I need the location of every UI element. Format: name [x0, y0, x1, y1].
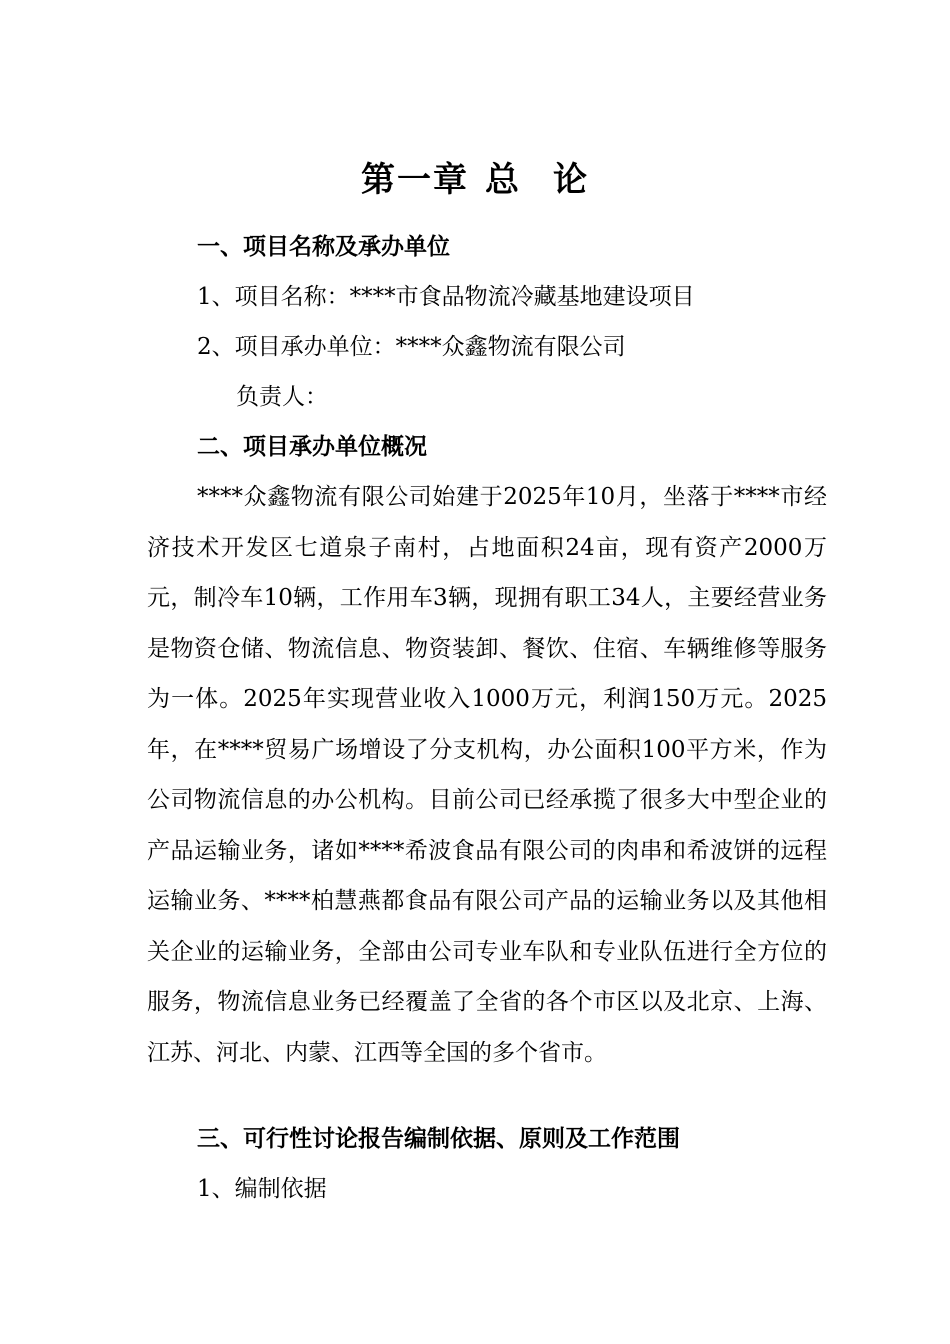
project-sponsor-line: 2、项目承办单位：****众鑫物流有限公司	[197, 334, 626, 360]
section-heading-3: 三、可行性讨论报告编制依据、原则及工作范围	[197, 1126, 680, 1152]
responsible-person-line: 负责人：	[236, 384, 328, 410]
company-overview-paragraph: ****众鑫物流有限公司始建于2025年10月，坐落于****市经济技术开发区七道泉子南村，占地面积24亩，现有资产2000万元，制冷车10辆，工作用车3辆，现拥有职工34人，主要经营业务是物资仓储、物流信息、物资装卸、餐饮、住宿、车辆维修等服务为一体。2025年实现营业收入1000万元，利润150万元。2025年，在****贸易广场增设了分支机构，办公面积100平方米，作为公司物流信息的办公机构。目前公司已经承揽了很多大中型企业的产品运输业务，诸如****希波食品有限公司的肉串和希波饼的远程运输业务、****柏慧燕都食品有限公司产品的运输业务以及其他相关企业的运输业务，全部由公司专业车队和专业队伍进行全方位的服务，物流信息业务已经覆盖了全省的各个市区以及北京、上海、江苏、河北、内蒙、江西等全国的多个省市。	[147, 484, 827, 1066]
chapter-title-number: 第一章	[361, 160, 469, 200]
section-heading-1: 一、项目名称及承办单位	[197, 234, 450, 260]
chapter-title-word1: 总	[485, 160, 521, 200]
project-name-line: 1、项目名称：****市食品物流冷藏基地建设项目	[197, 284, 695, 310]
section-heading-2: 二、项目承办单位概况	[197, 434, 427, 460]
basis-item-line: 1、编制依据	[197, 1176, 327, 1202]
chapter-title	[0, 150, 950, 210]
chapter-title-word2: 论	[553, 160, 589, 200]
